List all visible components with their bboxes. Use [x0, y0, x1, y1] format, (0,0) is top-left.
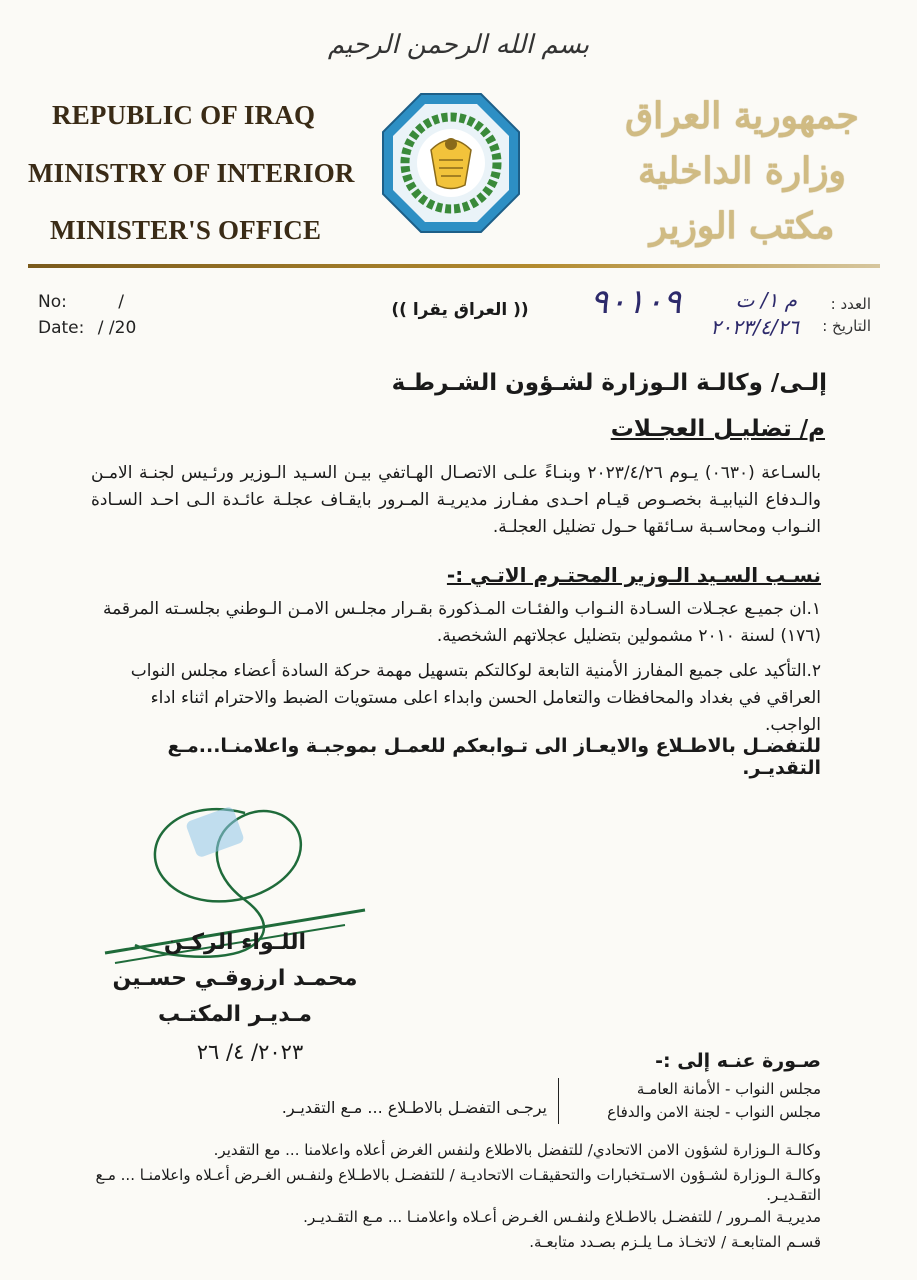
- header-rule: [28, 264, 880, 268]
- cc-recipient-1: مجلس النواب - الأمانة العامـة: [636, 1080, 821, 1098]
- signature-date: ٢٠٢٣/ ٤/ ٢٦: [196, 1040, 304, 1064]
- en-date-field: [38, 318, 136, 338]
- subject: م/ تضليـل العجـلات: [610, 416, 825, 442]
- signature-block: [110, 925, 360, 1033]
- ar-date-label: التاريخ :: [822, 317, 871, 335]
- ar-date-value: ٢٠٢٣/٤/٢٦: [710, 315, 799, 339]
- cc-row-2: وكالـة الـوزارة لشـؤون الاسـتخبارات والتحقيقـات الاتحاديـة / للتفضـل بالاطـلاع ولنفـس الغـرض أعـلاه واعلامنـا ... مـع التقـديـر.: [95, 1166, 821, 1204]
- en-header-ministry: MINISTRY OF INTERIOR: [28, 158, 355, 188]
- en-header-republic: REPUBLIC OF IRAQ: [52, 100, 316, 130]
- addressee: إلـى/ وكالـة الـوزارة لشـؤون الشـرطـة: [391, 370, 827, 396]
- en-number-sep: /: [118, 292, 124, 312]
- ar-number-label: العدد :: [830, 295, 871, 313]
- cc-heading: صـورة عنـه إلى :-: [655, 1050, 821, 1072]
- handwritten-number: ٩٠١٠٩: [590, 282, 682, 322]
- ar-header-ministry: وزارة الداخلية: [638, 150, 846, 192]
- directive-item-1: ١.ان جميـع عجـلات السـادة النـواب والفئـات المـذكورة بقـرار مجلـس الامـن الـوطني بجلسـته المرقمة (١٧٦) لسنة ٢٠١٠ مشمولين بتضليل عجلاتهم الشخصية.: [102, 599, 821, 646]
- cc-note: يرجـى التفضـل بالاطـلاع ... مـع التقديـر.: [281, 1098, 547, 1117]
- en-number-label: No:: [38, 292, 67, 312]
- directive-heading: نسـب السـيد الـوزير المحتـرم الاتـي :-: [446, 563, 821, 587]
- signatory-rank: اللـواء الركـن: [163, 930, 307, 955]
- directive-item-2: ٢.التأكيد على جميع المفارز الأمنية التابعة لوكالتكم بتسهيل مهمة حركة السادة أعضاء مجلس النواب العراقي في بغداد والمحافظات والتعامل الحسن وابداء اعلى مستويات الضبط والاحترام اثناء اداء الواجب.: [130, 661, 821, 735]
- ar-header-republic: جمهورية العراق: [625, 95, 859, 137]
- en-header-office: MINISTER'S OFFICE: [50, 215, 322, 245]
- en-date-label: Date:: [38, 318, 85, 338]
- cc-row-4: قسـم المتابعـة / لاتخـاذ مـا يلـزم بصـدد متابعـة.: [529, 1233, 821, 1251]
- signatory-title: مـديـر المكتـب: [157, 1002, 313, 1027]
- cc-row-1: وكالـة الـوزارة لشؤون الامن الاتحادي/ للتفضل بالاطلاع ولنفس الغرض أعلاه واعلامنا ... مع التقدير.: [213, 1141, 821, 1159]
- closing-line: للتفضـل بالاطـلاع والايعـاز الى تـوابعكم للعمـل بموجبـة واعلامنـا...مـع التقديـر.: [167, 735, 821, 779]
- en-number-field: [38, 292, 124, 312]
- ar-header-office: مكتب الوزير: [649, 205, 835, 247]
- cc-recipient-2: مجلس النواب - لجنة الامن والدفاع: [607, 1103, 821, 1121]
- basmala: بسم الله الرحمن الرحيم: [327, 30, 590, 60]
- ar-number-value: م ١/ ت: [735, 288, 797, 312]
- cc-recipients-box: [558, 1078, 821, 1124]
- en-date-value: / /20: [97, 318, 137, 338]
- ministry-emblem-icon: [379, 90, 523, 236]
- cc-row-3: مديريـة المـرور / للتفضـل بالاطـلاع ولنفـس الغـرض أعـلاه واعلامنـا ... مـع التقـديـر.: [303, 1208, 821, 1226]
- paragraph-intro: بالسـاعة (٠٦٣٠) يـوم ٢٠٢٣/٤/٢٦ وبنـاءً علـى الاتصـال الهـاتفي بيـن السـيد الـوزير ورئـيس لجنـة الامـن والـدفاع النيابيـة بخصـوص قيـام احـدى مفـارز مديريـة المـرور بايقـاف عجلـة عائـدة الـى احـد السـادة النـواب ومحاسـبة سـائقها حـول تضليل العجلـة.: [91, 463, 821, 537]
- slogan: (( العراق يقرا )): [391, 300, 529, 320]
- signatory-name: محمـد ارزوقـي حسـين: [112, 966, 358, 991]
